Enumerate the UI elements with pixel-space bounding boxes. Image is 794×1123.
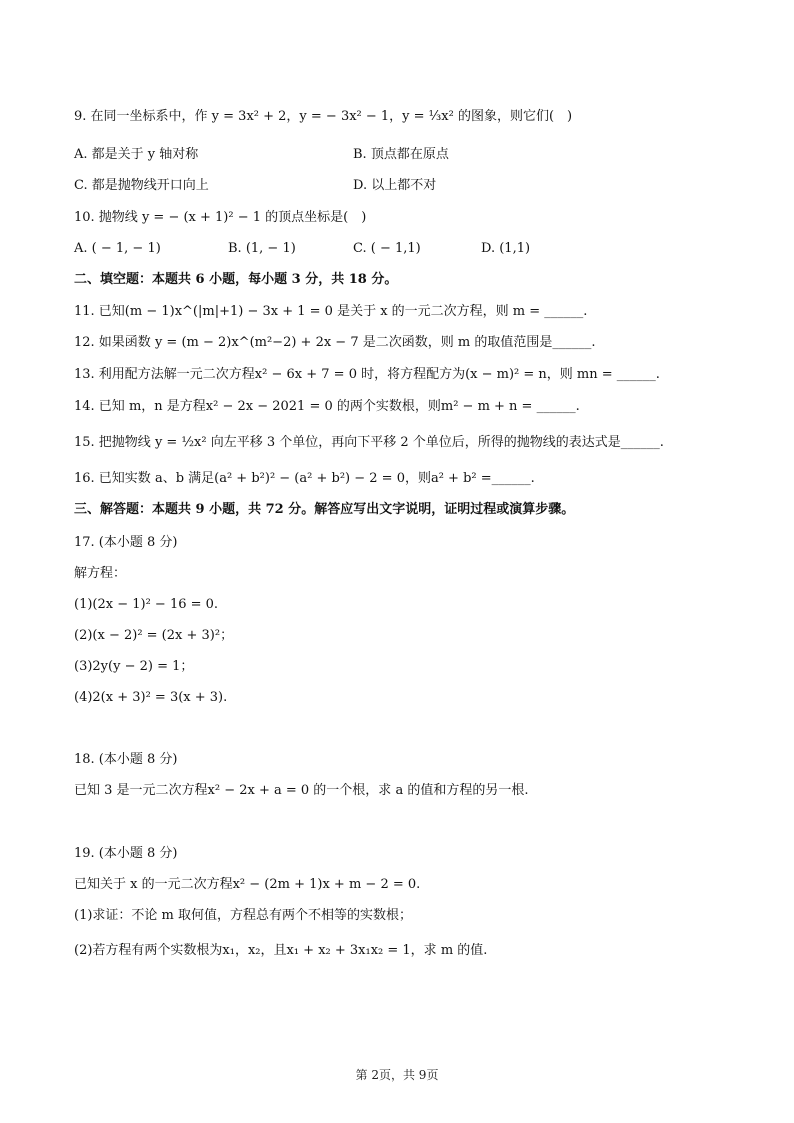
q17-part-1: (1)(2x − 1)² − 16 = 0. bbox=[74, 597, 219, 612]
q11: 11. 已知(m − 1)x^(|m|+1) − 3x + 1 = 0 是关于 x 的一元二次方程，则 m = ______. bbox=[74, 304, 588, 319]
q19-part-1: (1)求证：不论 m 取何值，方程总有两个不相等的实数根； bbox=[74, 908, 413, 923]
q10-option-a: A. ( − 1, − 1) bbox=[74, 241, 161, 256]
q17-part-3: (3)2y(y − 2) = 1； bbox=[74, 659, 194, 674]
q10-option-d: D. (1,1) bbox=[481, 241, 531, 256]
q9-option-a: A. 都是关于 y 轴对称 bbox=[74, 147, 199, 162]
q17-part-4: (4)2(x + 3)² = 3(x + 3). bbox=[74, 690, 228, 705]
section2-heading: 二、填空题：本题共 6 小题，每小题 3 分，共 18 分。 bbox=[74, 272, 398, 287]
q13: 13. 利用配方法解一元二次方程x² − 6x + 7 = 0 时，将方程配方为(x − m)² = n，则 mn = ______. bbox=[74, 367, 660, 382]
section3-heading: 三、解答题：本题共 9 小题，共 72 分。解答应写出文字说明，证明过程或演算步骤。 bbox=[74, 502, 575, 517]
q15: 15. 把抛物线 y = ½x² 向左平移 3 个单位，再向下平移 2 个单位后，所得的抛物线的表达式是______. bbox=[74, 435, 664, 450]
q19-header: 19. (本小题 8 分) bbox=[74, 846, 178, 861]
q10-option-b: B. (1, − 1) bbox=[228, 241, 296, 256]
page-footer: 第 2页，共 9页 bbox=[355, 1068, 439, 1082]
q9-option-d: D. 以上都不对 bbox=[353, 178, 437, 193]
q12: 12. 如果函数 y = (m − 2)x^(m²−2) + 2x − 7 是二次函数，则 m 的取值范围是______. bbox=[74, 335, 596, 350]
q19-part-2: (2)若方程有两个实数根为x₁，x₂，且x₁ + x₂ + 3x₁x₂ = 1，求 m 的值. bbox=[74, 943, 488, 958]
q9-stem: 9. 在同一坐标系中，作 y = 3x² + 2，y = − 3x² − 1，y = ⅓x² 的图象，则它们( ) bbox=[74, 109, 573, 124]
q10-stem: 10. 抛物线 y = − (x + 1)² − 1 的顶点坐标是( ) bbox=[74, 210, 367, 225]
q9-option-c: C. 都是抛物线开口向上 bbox=[74, 178, 209, 193]
q17-header: 17. (本小题 8 分) bbox=[74, 535, 178, 550]
q17-part-2: (2)(x − 2)² = (2x + 3)²； bbox=[74, 628, 234, 643]
q16: 16. 已知实数 a、b 满足(a² + b²)² − (a² + b²) − 2 = 0，则a² + b² =______. bbox=[74, 471, 535, 486]
q9-option-b: B. 顶点都在原点 bbox=[353, 147, 449, 162]
q18-header: 18. (本小题 8 分) bbox=[74, 752, 178, 767]
q14: 14. 已知 m，n 是方程x² − 2x − 2021 = 0 的两个实数根，则m² − m + n = ______. bbox=[74, 399, 580, 414]
q18-text: 已知 3 是一元二次方程x² − 2x + a = 0 的一个根，求 a 的值和方程的另一根. bbox=[74, 783, 529, 798]
q19-intro: 已知关于 x 的一元二次方程x² − (2m + 1)x + m − 2 = 0. bbox=[74, 877, 421, 892]
q10-option-c: C. ( − 1,1) bbox=[353, 241, 421, 256]
q17-intro: 解方程： bbox=[74, 566, 127, 581]
